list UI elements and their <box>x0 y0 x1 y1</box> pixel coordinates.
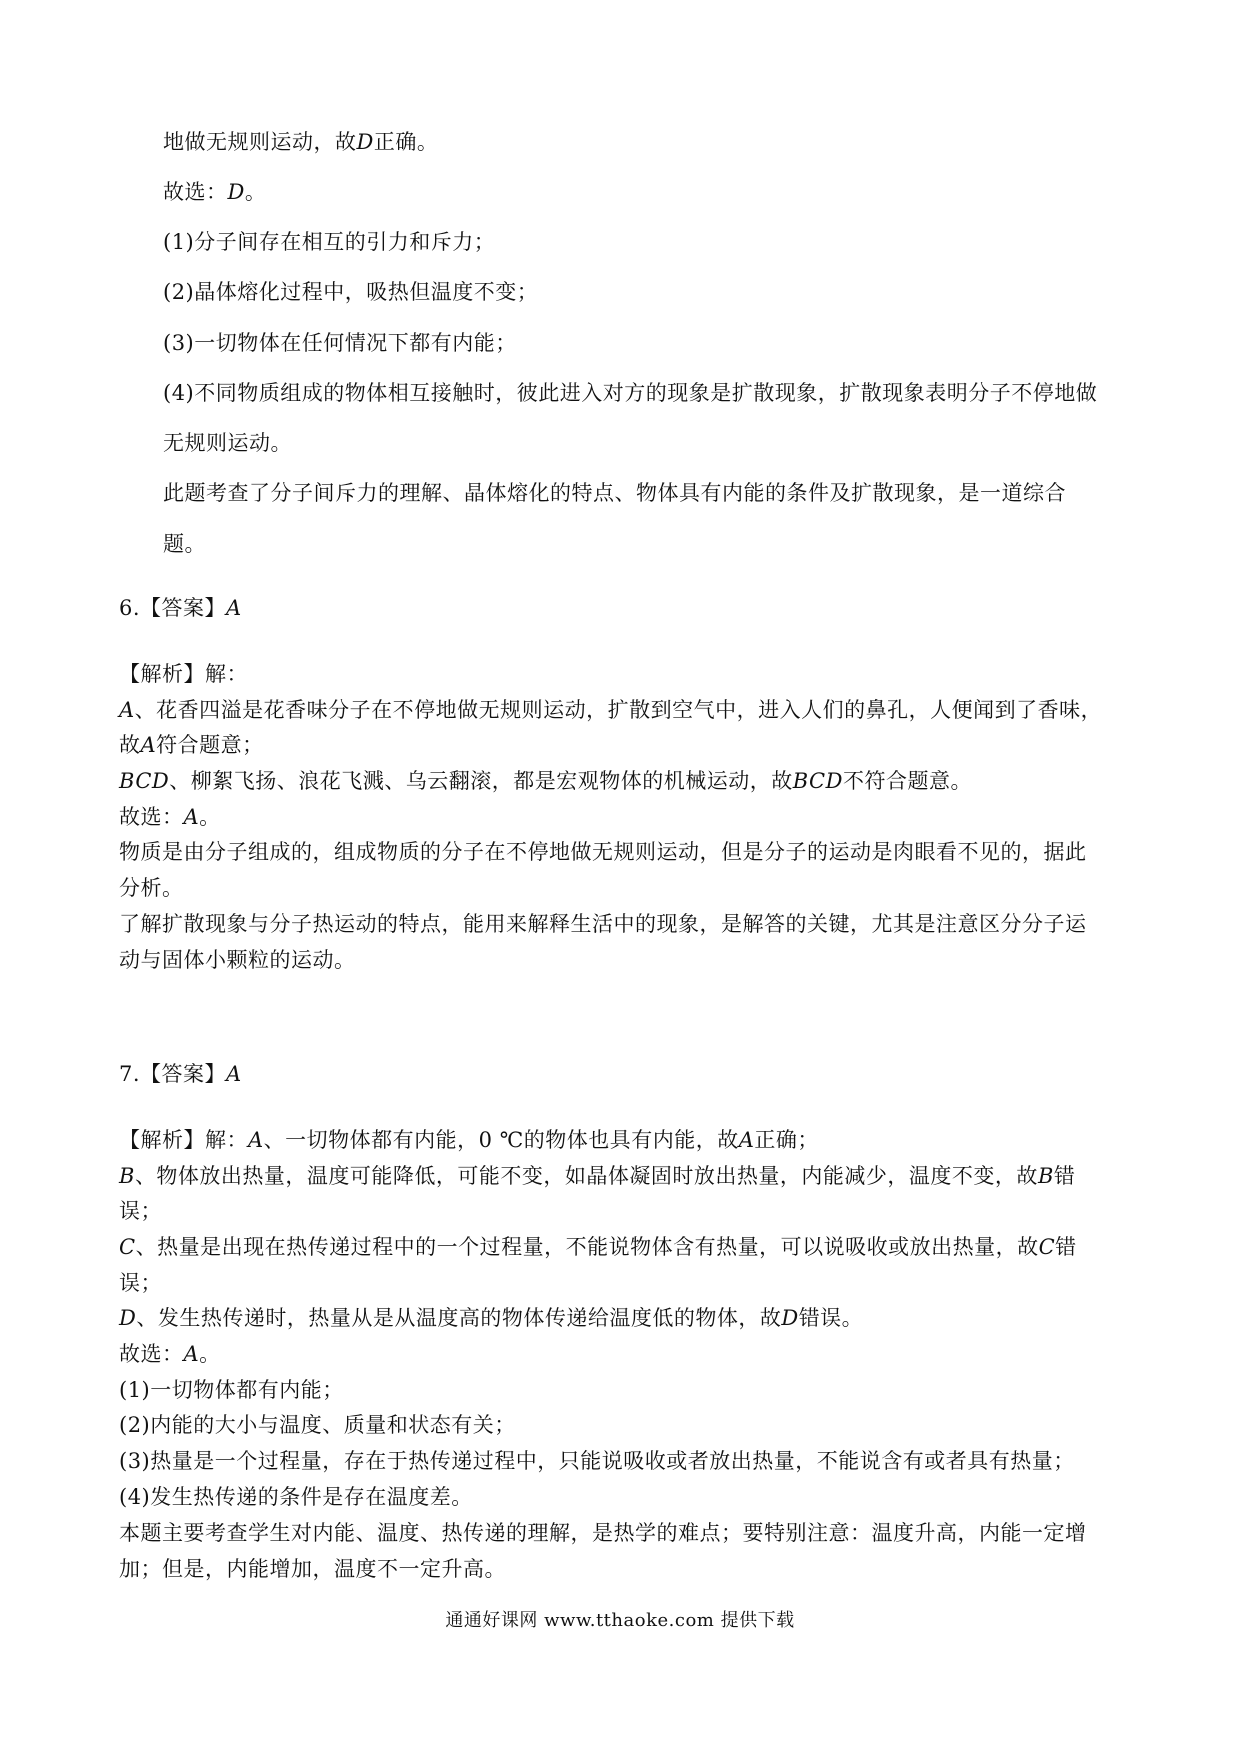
text-line: 无规则运动。 <box>163 431 292 455</box>
text-line: (1)分子间存在相互的引力和斥力； <box>163 230 496 254</box>
text-line: 【解析】解：A、一切物体都有内能，0 ℃的物体也具有内能，故A正确； <box>119 1128 819 1152</box>
text-line: 题。 <box>163 532 206 556</box>
text-line: 分析。 <box>119 876 184 900</box>
text-line: (2)晶体熔化过程中，吸热但温度不变； <box>163 280 539 304</box>
text-line: 故选：D。 <box>163 180 267 204</box>
text-line: 故选：A。 <box>119 805 221 829</box>
text-line: 加；但是，内能增加，温度不一定升高。 <box>119 1557 506 1581</box>
text-line: (2)内能的大小与温度、质量和状态有关； <box>119 1413 516 1437</box>
text-line: (3)一切物体在任何情况下都有内能； <box>163 331 517 355</box>
page-footer: 通通好课网 www.tthaoke.com 提供下载 <box>445 1610 795 1631</box>
text-line: 故A符合题意； <box>119 733 264 757</box>
text-line: (3)热量是一个过程量，存在于热传递过程中，只能说吸收或者放出热量，不能说含有或者具有热量； <box>119 1449 1075 1473</box>
text-line: 动与固体小颗粒的运动。 <box>119 948 356 972</box>
text-line: A、花香四溢是花香味分子在不停地做无规则运动，扩散到空气中，进入人们的鼻孔，人便闻到了香味， <box>119 698 1103 722</box>
text-line: 本题主要考查学生对内能、温度、热传递的理解，是热学的难点；要特别注意：温度升高，内能一定增 <box>119 1521 1087 1545</box>
answer-heading: 6.【答案】A <box>119 596 242 620</box>
answer-heading: 7.【答案】A <box>119 1062 242 1086</box>
text-line: 物质是由分子组成的，组成物质的分子在不停地做无规则运动，但是分子的运动是肉眼看不见的，据此 <box>119 840 1087 864</box>
text-line: (4)不同物质组成的物体相互接触时，彼此进入对方的现象是扩散现象，扩散现象表明分子不停地做 <box>163 381 1098 405</box>
text-line: (4)发生热传递的条件是存在温度差。 <box>119 1485 473 1509</box>
text-line: 故选：A。 <box>119 1342 221 1366</box>
text-line: BCD、柳絮飞扬、浪花飞溅、乌云翻滚，都是宏观物体的机械运动，故BCD不符合题意。 <box>119 769 972 793</box>
text-line: D、发生热传递时，热量从是从温度高的物体传递给温度低的物体，故D错误。 <box>119 1306 864 1330</box>
text-line: 此题考查了分子间斥力的理解、晶体熔化的特点、物体具有内能的条件及扩散现象，是一道综合 <box>163 481 1066 505</box>
text-line: 误； <box>119 1199 162 1223</box>
text-line: 误； <box>119 1271 162 1295</box>
text-line: 地做无规则运动，故D正确。 <box>163 130 439 154</box>
text-line: C、热量是出现在热传递过程中的一个过程量，不能说物体含有热量，可以说吸收或放出热量，故C错 <box>119 1235 1077 1259</box>
analysis-label: 【解析】解： <box>119 662 248 686</box>
text-line: (1)一切物体都有内能； <box>119 1378 344 1402</box>
text-line: B、物体放出热量，温度可能降低，可能不变，如晶体凝固时放出热量，内能减少，温度不变，故B错 <box>119 1164 1076 1188</box>
text-line: 了解扩散现象与分子热运动的特点，能用来解释生活中的现象，是解答的关键，尤其是注意区分分子运 <box>119 912 1087 936</box>
